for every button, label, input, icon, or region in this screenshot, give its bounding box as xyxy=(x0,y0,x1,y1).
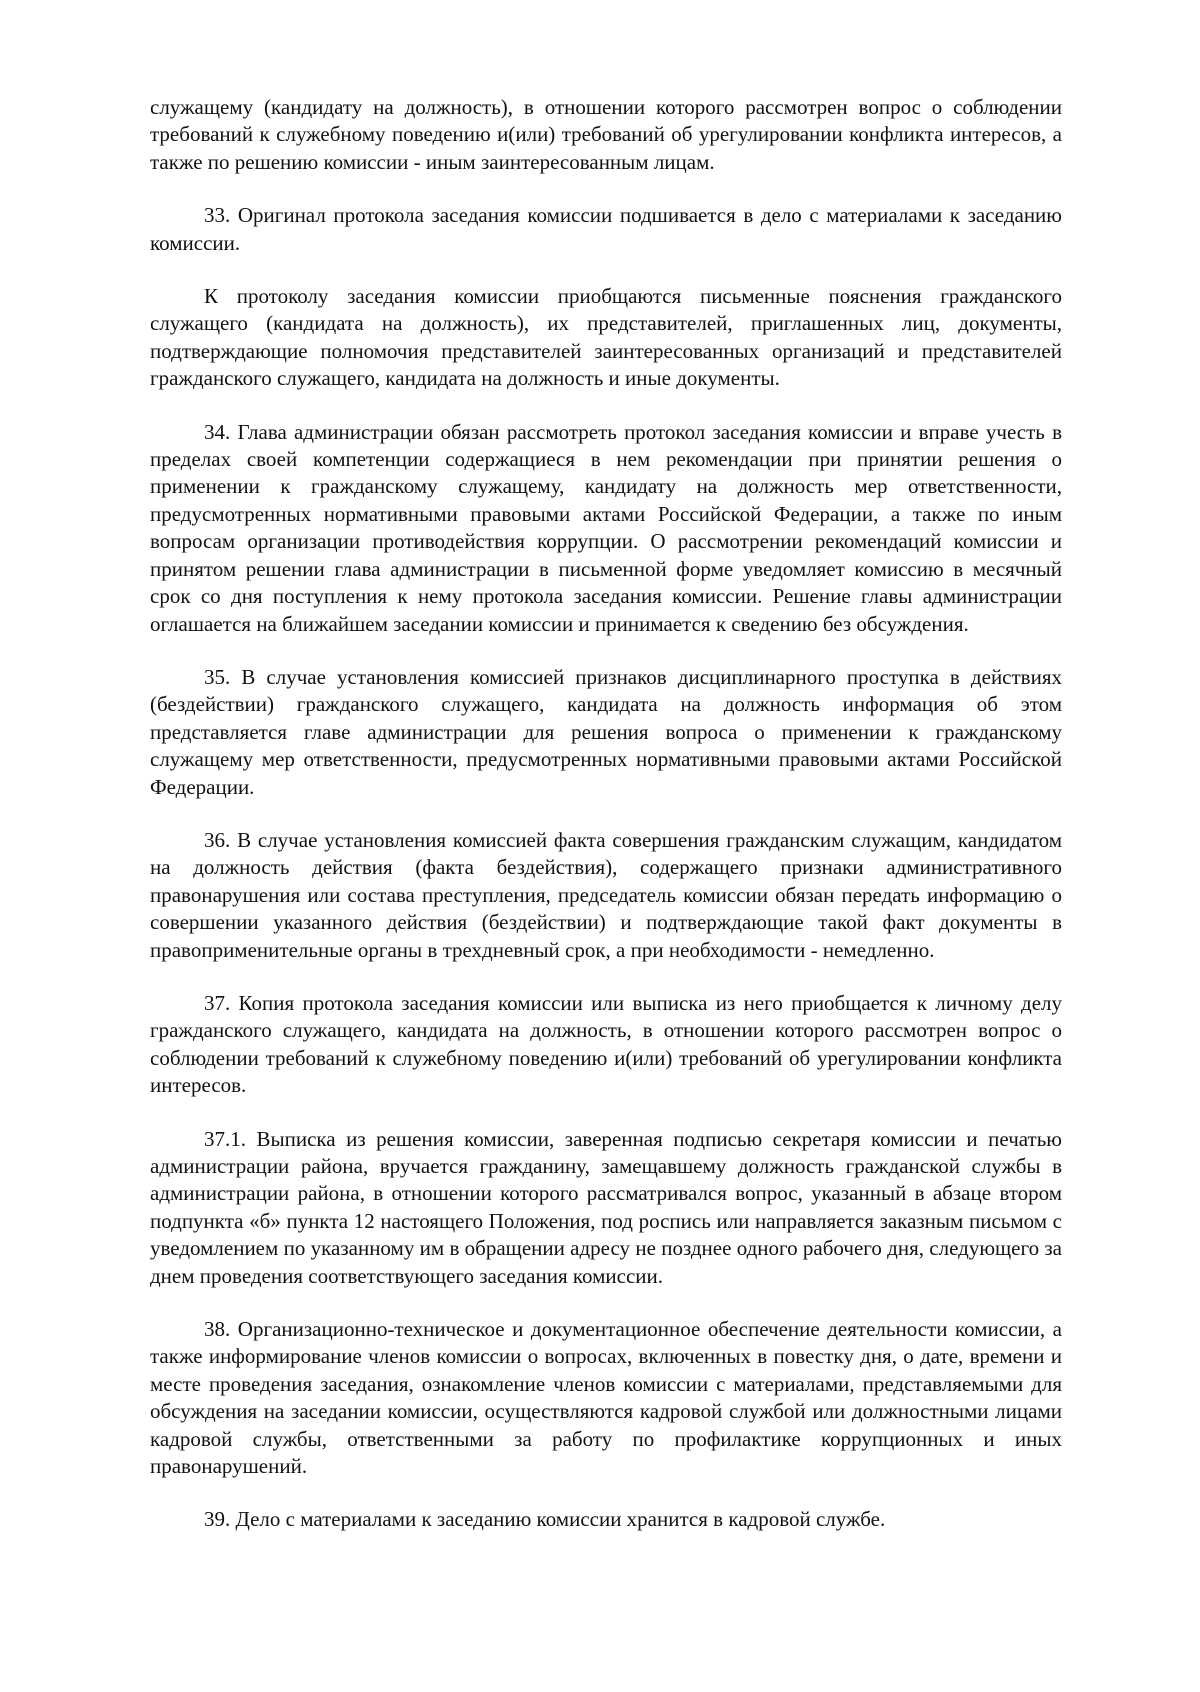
paragraph-37-1: 37.1. Выписка из решения комиссии, заверенная подписью секретаря комиссии и печатью администрации района, вручается гражданину, замещавшему должность гражданской службы в администрации района, в отношении которого рассматривался вопрос, указанный в абзаце втором подпункта «б» пункта 12 настоящего Положения, под роспись или направляется заказным письмом с уведомлением по указанному им в обращении адресу не позднее одного рабочего дня, следующего за днем проведения соответствующего заседания комиссии. xyxy=(150,1126,1062,1288)
paragraph-35: 35. В случае установления комиссией признаков дисциплинарного проступка в действиях (бездействии) гражданского служащего, кандидата на должность информация об этом представляется главе администрации для решения вопроса о применении к гражданскому служащему мер ответственности, предусмотренных нормативными правовыми актами Российской Федерации. xyxy=(150,664,1062,799)
paragraph-39: 39. Дело с материалами к заседанию комиссии хранится в кадровой службе. xyxy=(204,1507,886,1532)
paragraph-33: 33. Оригинал протокола заседания комиссии подшивается в дело с материалами к заседанию комиссии. xyxy=(150,203,1062,255)
paragraph-continuation: служащему (кандидату на должность), в отношении которого рассмотрен вопрос о соблюдении требований к служебному поведению и(или) требований об урегулировании конфликта интересов, а также по решению комиссии - иным заинтересованным лицам. xyxy=(150,95,1062,174)
paragraph-38: 38. Организационно-техническое и документационное обеспечение деятельности комиссии, а также информирование членов комиссии о вопросах, включенных в повестку дня, о дате, времени и месте проведения заседания, ознакомление членов комиссии с материалами, представляемыми для обсуждения на заседании комиссии, осуществляются кадровой службой или должностными лицами кадровой службы, ответственными за работу по профилактике коррупционных и иных правонарушений. xyxy=(150,1317,1062,1479)
document-page xyxy=(150,94,1062,1534)
paragraph-36: 36. В случае установления комиссией факта совершения гражданским служащим, кандидатом на должность действия (факта бездействия), содержащего признаки административного правонарушения или состава преступления, председатель комиссии обязан передать информацию о совершении указанного действия (бездействии) и подтверждающие такой факт документы в правоприменительные органы в трехдневный срок, а при необходимости - немедленно. xyxy=(150,827,1062,962)
paragraph-37: 37. Копия протокола заседания комиссии или выписка из него приобщается к личному делу гражданского служащего, кандидата на должность, в отношении которого рассмотрен вопрос о соблюдении требований к служебному поведению и(или) требований об урегулировании конфликта интересов. xyxy=(150,990,1062,1098)
paragraph-33-attachments: К протоколу заседания комиссии приобщаются письменные пояснения гражданского служащего (кандидата на должность), их представителей, приглашенных лиц, документы, подтверждающие полномочия представителей заинтересованных организаций и представителей гражданского служащего, кандидата на должность и иные документы. xyxy=(150,284,1062,391)
paragraph-34: 34. Глава администрации обязан рассмотреть протокол заседания комиссии и вправе учесть в пределах своей компетенции содержащиеся в нем рекомендации при принятии решения о применении к гражданскому служащему, кандидату на должность мер ответственности, предусмотренных нормативными правовыми актами Российской Федерации, а также по иным вопросам организации противодействия коррупции. О рассмотрении рекомендаций комиссии и принятом решении глава администрации в письменной форме уведомляет комиссию в месячный срок со дня поступления к нему протокола заседания комиссии. Решение главы администрации оглашается на ближайшем заседании комиссии и принимается к сведению без обсуждения. xyxy=(150,419,1062,636)
